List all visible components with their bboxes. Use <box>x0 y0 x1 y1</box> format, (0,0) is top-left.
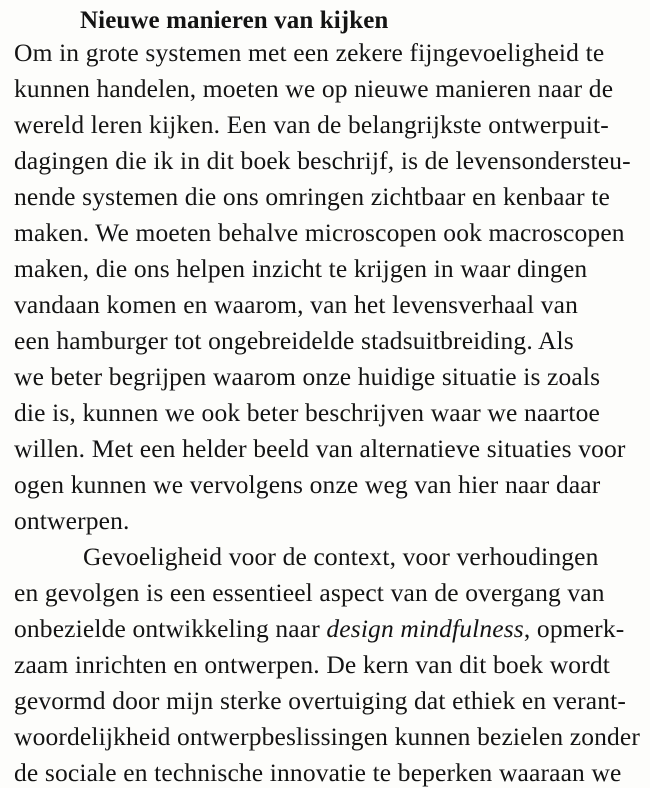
text-line: gevormd door mijn sterke overtuiging dat ethiek en verant- <box>14 686 627 715</box>
text-line: en gevolgen is een essentieel aspect van de overgang van <box>14 578 605 607</box>
text-run: , opmerk- <box>523 614 625 643</box>
text-line: ontwerpen. <box>14 506 130 535</box>
text-line: de sociale en technische innovatie te beperken waaraan we <box>14 758 622 787</box>
section-heading: Nieuwe manieren van kijken <box>80 7 389 34</box>
text-line: zaam inrichten en ontwerpen. De kern van dit boek wordt <box>14 650 610 679</box>
text-line: wereld leren kijken. Een van de belangrijkste ontwerpuit- <box>14 110 609 139</box>
text-line: die is, kunnen we ook beter beschrijven waar we naartoe <box>14 398 601 427</box>
text-line: nende systemen die ons omringen zichtbaar en kenbaar te <box>14 182 610 211</box>
text-line: een hamburger tot ongebreidelde stadsuitbreiding. Als <box>14 326 574 355</box>
text-run: onbezielde ontwikkeling naar <box>14 614 327 643</box>
text-line: ogen kunnen we vervolgens onze weg van hier naar daar <box>14 470 601 499</box>
text-line <box>14 614 624 644</box>
text-line: vandaan komen en waarom, van het levensverhaal van <box>14 290 579 319</box>
text-line: willen. Met een helder beeld van alternatieve situaties voor <box>14 434 626 463</box>
emphasis-design-mindfulness: design mindfulness <box>326 614 524 643</box>
text-line: Gevoeligheid voor de context, voor verhoudingen <box>83 542 599 571</box>
text-line: maken. We moeten behalve microscopen ook macroscopen <box>14 218 625 247</box>
text-line: maken, die ons helpen inzicht te krijgen in waar dingen <box>14 254 588 283</box>
text-line: dagingen die ik in dit boek beschrijf, is de levensondersteu- <box>14 146 631 175</box>
text-line: kunnen handelen, moeten we op nieuwe manieren naar de <box>14 74 614 103</box>
text-line: woordelijkheid ontwerpbeslissingen kunnen bezielen zonder <box>14 722 641 751</box>
text-line: Om in grote systemen met een zekere fijngevoeligheid te <box>14 38 605 67</box>
text-line: we beter begrijpen waarom onze huidige situatie is zoals <box>14 362 601 391</box>
